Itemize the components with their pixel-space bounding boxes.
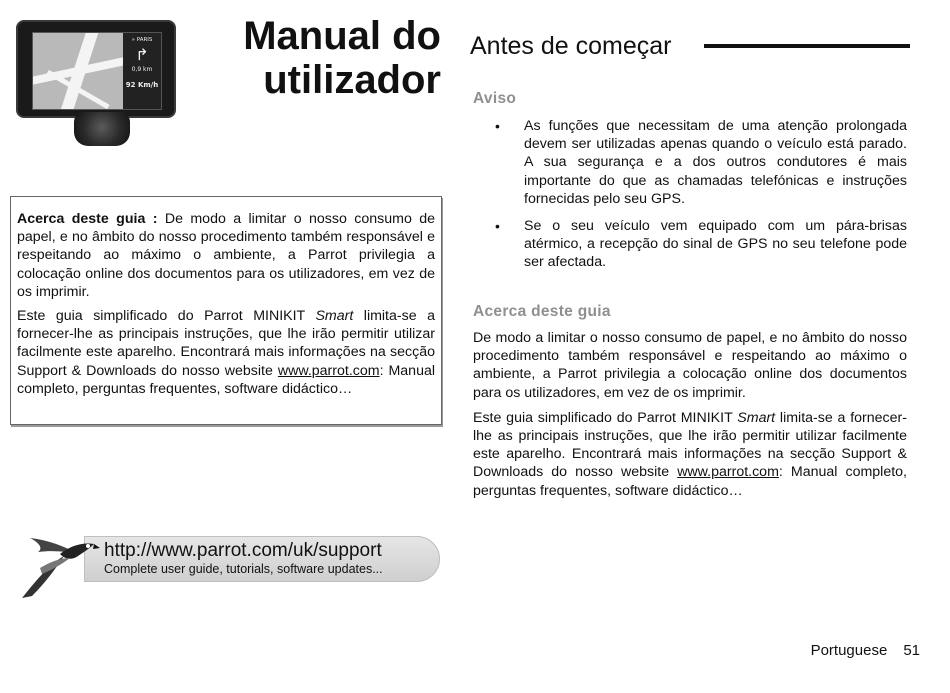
device-frame (16, 20, 176, 118)
section-title: Antes de começar (470, 32, 672, 60)
parrot-website-link[interactable]: www.parrot.com (277, 362, 380, 379)
support-url[interactable]: http://www.parrot.com/uk/support (104, 540, 382, 561)
about-box-lead: Acerca deste guia : (17, 211, 158, 227)
about-guide-body (473, 329, 907, 500)
warning-text: Se o seu veículo vem equipado com um pára-brisas atérmico, a recepção do sinal de GPS no seu telefone pode ser afectada. (524, 218, 907, 271)
about-heading: Acerca deste guia (473, 303, 611, 320)
about-paragraph-1: De modo a limitar o nosso consumo de papel, e no âmbito do nosso procedimento também responsável e respeitando ao máximo o ambiente, a Parrot privilegia a colocação online dos documentos para os utilizadores, em vez de os imprimir. (473, 330, 907, 401)
about-box-paragraph-2 (17, 307, 435, 398)
distance-label: 0,9 km (131, 66, 153, 73)
warning-text: As funções que necessitam de uma atenção prolongada devem ser utilizadas apenas quando o veículo está parado. A sua segurança e a dos outros condutores é mais importante do que as chamadas telefónicas e instruções fornecidas pelo seu GPS. (524, 118, 907, 207)
destination-label: » PARIS (131, 37, 153, 43)
about-paragraph-2 (473, 409, 907, 500)
about-box-paragraph-1 (17, 210, 435, 301)
device-speaker (74, 112, 130, 146)
warning-item (473, 117, 907, 208)
gps-device-image (16, 16, 180, 144)
warning-item (473, 217, 907, 272)
about-para2-text-c: : Manual completo, perguntas frequentes, software didáctico… (473, 464, 907, 499)
warning-list (473, 117, 907, 272)
support-subtitle: Complete user guide, tutorials, software updates... (104, 562, 383, 576)
page-number: 51 (903, 642, 920, 659)
navigation-map (33, 33, 125, 110)
footer-language: Portuguese (810, 642, 888, 659)
smart-italic: Smart (315, 308, 354, 325)
about-para2-text-a: Este guia simplificado do Parrot MINIKIT (473, 409, 738, 426)
title-rule (704, 44, 910, 48)
about-guide-box (10, 196, 442, 425)
device-screen (32, 32, 162, 110)
about-para2-text-b: limita-se a fornecer-lhe as principais instruções, que lhe irão permitir utilizar facilmente este aparelho. Encontrará mais informações na secção Support & Downloads do nosso website (473, 409, 907, 481)
manual-title (205, 14, 441, 102)
parrot-bird-logo-icon (20, 528, 100, 600)
parrot-website-link[interactable]: www.parrot.com (677, 464, 779, 481)
turn-right-arrow-icon: ↱ (135, 45, 149, 64)
page-footer (760, 642, 920, 659)
about-box-para2-text-c: : Manual completo, perguntas frequentes, software didáctico… (17, 362, 435, 397)
bullet-icon: • (495, 118, 500, 134)
smart-italic: Smart (737, 409, 776, 426)
warning-heading: Aviso (473, 90, 517, 107)
about-box-para1-text: De modo a limitar o nosso consumo de papel, e no âmbito do nosso procedimento também responsável e respeitando ao máximo o ambiente, a Parrot privilegia a colocação online dos documentos para os utilizadores, em vez de os imprimir. (17, 211, 435, 300)
about-box-para2-text-a: Este guia simplificado do Parrot MINIKIT (17, 308, 316, 325)
about-box-para2-text-b: limita-se a fornecer-lhe as principais instruções, que lhe irão permitir utilizar facilmente este aparelho. Encontrará mais informações na secção Support & Downloads do nosso website (17, 308, 435, 379)
support-banner (20, 528, 440, 600)
manual-title-line1: Manual do (243, 14, 441, 58)
speed-label: 92 Km/h (125, 81, 159, 89)
bullet-icon: • (495, 218, 500, 235)
navigation-panel (123, 33, 161, 110)
manual-title-line2: utilizador (263, 58, 441, 102)
